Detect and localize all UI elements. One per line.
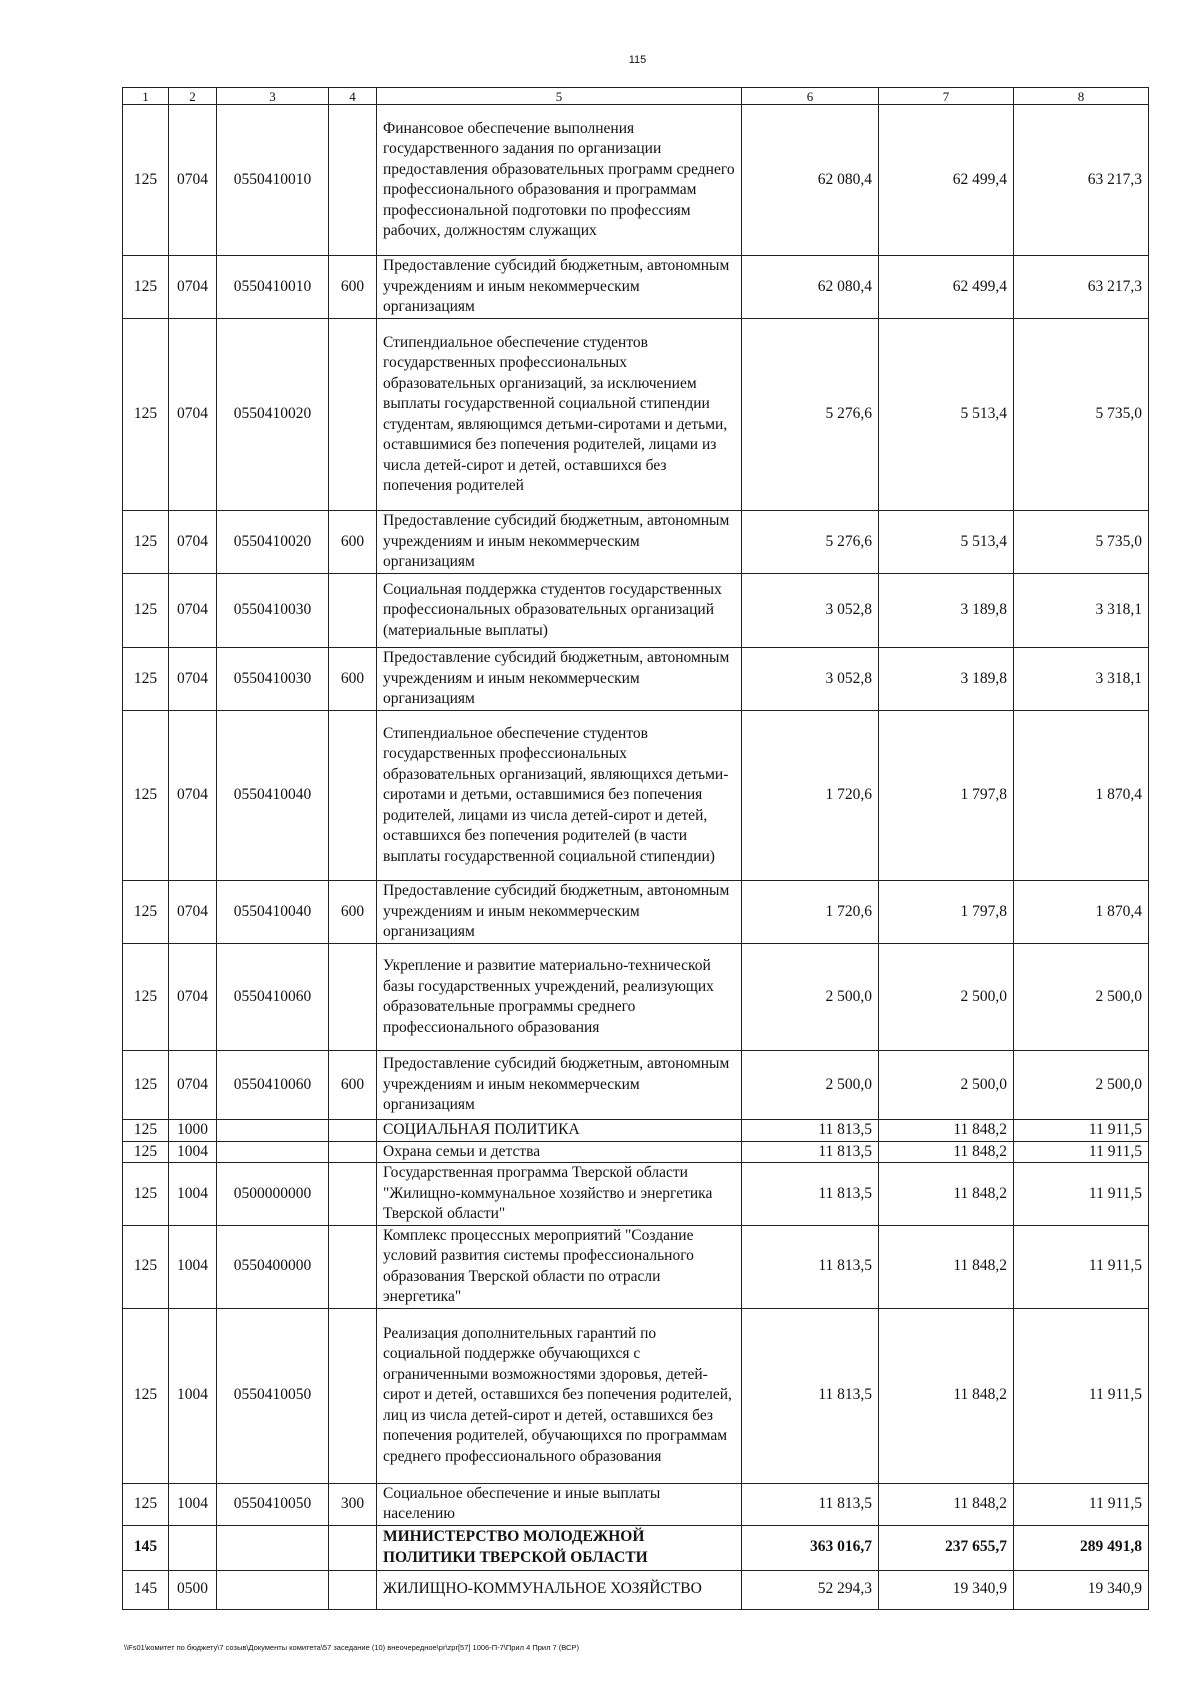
amount-year3-cell: 3 318,1 [1014,648,1149,711]
amount-year2-cell: 11 848,2 [879,1141,1014,1163]
amount-year3-cell: 5 735,0 [1014,319,1149,511]
expense-type-cell [329,574,377,648]
amount-year2-cell: 3 189,8 [879,574,1014,648]
description-cell: СОЦИАЛЬНАЯ ПОЛИТИКА [377,1120,742,1142]
table-row [123,1051,1149,1120]
section-code-cell: 0704 [169,105,217,256]
header-cell: 8 [1014,88,1149,105]
amount-year2-cell: 3 189,8 [879,648,1014,711]
table-row [123,511,1149,574]
budget-item-code-cell: 125 [123,574,169,648]
section-code-cell: 1004 [169,1483,217,1525]
amount-year3-cell: 5 735,0 [1014,511,1149,574]
budget-item-code-cell: 125 [123,711,169,881]
target-article-cell: 0550410030 [217,648,329,711]
target-article-cell: 0550410040 [217,711,329,881]
table-row [123,1483,1149,1525]
description-cell: Государственная программа Тверской области "Жилищно-коммунальное хозяйство и энергетика Тверской области" [377,1163,742,1226]
amount-year3-cell: 11 911,5 [1014,1483,1149,1525]
amount-year2-cell: 11 848,2 [879,1120,1014,1142]
description-cell: Предоставление субсидий бюджетным, автономным учреждениям и иным некоммерческим организациям [377,648,742,711]
expense-type-cell: 300 [329,1483,377,1525]
table-row [123,648,1149,711]
description-cell: Предоставление субсидий бюджетным, автономным учреждениям и иным некоммерческим организациям [377,1051,742,1120]
target-article-cell: 0550410020 [217,319,329,511]
description-cell: Комплекс процессных мероприятий "Создание условий развития системы профессионального образования Тверской области по отрасли энергетика" [377,1225,742,1308]
amount-year2-cell: 11 848,2 [879,1163,1014,1226]
expense-type-cell: 600 [329,881,377,944]
amount-year2-cell: 62 499,4 [879,256,1014,319]
section-code-cell: 1004 [169,1163,217,1226]
description-cell: Стипендиальное обеспечение студентов государственных профессиональных образовательных организаций, являющихся детьми-сиротами и детьми, оставшимися без попечения родителей, лицами из числа детей-сирот и детей, оставшихся без попечения родителей (в части выплаты государственной социальной стипендии) [377,711,742,881]
amount-year3-cell: 1 870,4 [1014,881,1149,944]
table-row [123,1141,1149,1163]
description-cell: Предоставление субсидий бюджетным, автономным учреждениям и иным некоммерческим организациям [377,511,742,574]
amount-year3-cell: 289 491,8 [1014,1525,1149,1570]
table-row [123,105,1149,256]
amount-year3-cell: 19 340,9 [1014,1570,1149,1609]
table-header-row [123,88,1149,105]
header-cell: 6 [742,88,879,105]
target-article-cell: 0550410010 [217,256,329,319]
header-cell: 2 [169,88,217,105]
amount-year1-cell: 2 500,0 [742,1051,879,1120]
budget-item-code-cell: 125 [123,1225,169,1308]
target-article-cell: 0550410030 [217,574,329,648]
amount-year2-cell: 11 848,2 [879,1308,1014,1483]
budget-item-code-cell: 125 [123,105,169,256]
amount-year1-cell: 3 052,8 [742,574,879,648]
expense-type-cell [329,319,377,511]
section-code-cell: 0704 [169,944,217,1051]
section-code-cell: 0704 [169,574,217,648]
amount-year1-cell: 11 813,5 [742,1163,879,1226]
amount-year2-cell: 62 499,4 [879,105,1014,256]
description-cell: МИНИСТЕРСТВО МОЛОДЕЖНОЙ ПОЛИТИКИ ТВЕРСКОЙ ОБЛАСТИ [377,1525,742,1570]
amount-year3-cell: 2 500,0 [1014,944,1149,1051]
amount-year2-cell: 5 513,4 [879,511,1014,574]
amount-year2-cell: 2 500,0 [879,1051,1014,1120]
amount-year3-cell: 11 911,5 [1014,1225,1149,1308]
amount-year3-cell: 2 500,0 [1014,1051,1149,1120]
amount-year1-cell: 1 720,6 [742,711,879,881]
table-row [123,711,1149,881]
section-code-cell: 1000 [169,1120,217,1142]
section-code-cell: 0704 [169,256,217,319]
target-article-cell: 0500000000 [217,1163,329,1226]
target-article-cell: 0550410050 [217,1483,329,1525]
amount-year1-cell: 11 813,5 [742,1141,879,1163]
target-article-cell [217,1570,329,1609]
budget-item-code-cell: 125 [123,1141,169,1163]
expense-type-cell [329,711,377,881]
budget-item-code-cell: 125 [123,511,169,574]
section-code-cell: 0500 [169,1570,217,1609]
amount-year2-cell: 2 500,0 [879,944,1014,1051]
target-article-cell: 0550400000 [217,1225,329,1308]
expense-type-cell [329,1120,377,1142]
target-article-cell [217,1141,329,1163]
target-article-cell [217,1120,329,1142]
expense-type-cell [329,1225,377,1308]
budget-item-code-cell: 145 [123,1525,169,1570]
file-path-footer: \\Fs01\комитет по бюджету\7 созыв\Документы комитета\57 заседание (10) внеочередное\pr\zpr[57] 1006-П-7\Прил 4 Прил 7 (ВСР) [124,1643,579,1652]
budget-item-code-cell: 125 [123,256,169,319]
expense-type-cell [329,1570,377,1609]
header-cell: 4 [329,88,377,105]
target-article-cell: 0550410040 [217,881,329,944]
description-cell: Реализация дополнительных гарантий по социальной поддержке обучающихся с ограниченными возможностями здоровья, детей-сирот и детей, оставшихся без попечения родителей, лиц из числа детей-сирот и детей, оставшихся без попечения родителей, обучающихся по программам среднего профессионального образования [377,1308,742,1483]
section-code-cell: 1004 [169,1141,217,1163]
amount-year1-cell: 2 500,0 [742,944,879,1051]
table-row [123,1525,1149,1570]
table-row [123,574,1149,648]
amount-year2-cell: 11 848,2 [879,1483,1014,1525]
table-row [123,1570,1149,1609]
expense-type-cell [329,105,377,256]
amount-year3-cell: 63 217,3 [1014,256,1149,319]
table-row [123,256,1149,319]
amount-year1-cell: 3 052,8 [742,648,879,711]
budget-item-code-cell: 145 [123,1570,169,1609]
expense-type-cell: 600 [329,1051,377,1120]
target-article-cell: 0550410020 [217,511,329,574]
amount-year3-cell: 11 911,5 [1014,1141,1149,1163]
amount-year3-cell: 3 318,1 [1014,574,1149,648]
expense-type-cell: 600 [329,511,377,574]
header-cell: 3 [217,88,329,105]
amount-year3-cell: 1 870,4 [1014,711,1149,881]
target-article-cell: 0550410060 [217,1051,329,1120]
page-number: 115 [628,54,647,66]
amount-year2-cell: 237 655,7 [879,1525,1014,1570]
amount-year1-cell: 11 813,5 [742,1483,879,1525]
amount-year2-cell: 1 797,8 [879,711,1014,881]
section-code-cell: 1004 [169,1308,217,1483]
amount-year1-cell: 363 016,7 [742,1525,879,1570]
table-row [123,944,1149,1051]
table-row [123,1308,1149,1483]
description-cell: Стипендиальное обеспечение студентов государственных профессиональных образовательных организаций, за исключением выплаты государственной социальной стипендии студентам, являющимся детьми-сиротами и детьми, оставшимися без попечения родителей, лицами из числа детей-сирот и детей, оставшихся без попечения родителей [377,319,742,511]
amount-year1-cell: 11 813,5 [742,1225,879,1308]
section-code-cell: 0704 [169,511,217,574]
budget-item-code-cell: 125 [123,881,169,944]
expense-type-cell: 600 [329,648,377,711]
amount-year1-cell: 62 080,4 [742,105,879,256]
amount-year2-cell: 5 513,4 [879,319,1014,511]
section-code-cell [169,1525,217,1570]
expense-type-cell [329,944,377,1051]
section-code-cell: 1004 [169,1225,217,1308]
amount-year2-cell: 11 848,2 [879,1225,1014,1308]
amount-year1-cell: 11 813,5 [742,1120,879,1142]
amount-year3-cell: 63 217,3 [1014,105,1149,256]
budget-item-code-cell: 125 [123,319,169,511]
budget-table [122,87,1149,1610]
description-cell: Финансовое обеспечение выполнения государственного задания по организации предоставления образовательных программ среднего профессионального образования и программам профессиональной подготовки по профессиям рабочих, должностям служащих [377,105,742,256]
budget-item-code-cell: 125 [123,1051,169,1120]
amount-year2-cell: 19 340,9 [879,1570,1014,1609]
amount-year1-cell: 52 294,3 [742,1570,879,1609]
header-cell: 7 [879,88,1014,105]
target-article-cell: 0550410060 [217,944,329,1051]
target-article-cell: 0550410050 [217,1308,329,1483]
table-row [123,1120,1149,1142]
table-row [123,881,1149,944]
budget-item-code-cell: 125 [123,1163,169,1226]
table-row [123,1225,1149,1308]
description-cell: Укрепление и развитие материально-технической базы государственных учреждений, реализующих образовательные программы среднего профессионального образования [377,944,742,1051]
expense-type-cell: 600 [329,256,377,319]
table-row [123,1163,1149,1226]
description-cell: Социальное обеспечение и иные выплаты населению [377,1483,742,1525]
section-code-cell: 0704 [169,1051,217,1120]
amount-year3-cell: 11 911,5 [1014,1120,1149,1142]
amount-year2-cell: 1 797,8 [879,881,1014,944]
budget-item-code-cell: 125 [123,1483,169,1525]
expense-type-cell [329,1525,377,1570]
target-article-cell [217,1525,329,1570]
amount-year1-cell: 5 276,6 [742,511,879,574]
target-article-cell: 0550410010 [217,105,329,256]
amount-year1-cell: 11 813,5 [742,1308,879,1483]
expense-type-cell [329,1141,377,1163]
amount-year3-cell: 11 911,5 [1014,1308,1149,1483]
description-cell: Социальная поддержка студентов государственных профессиональных образовательных организаций (материальные выплаты) [377,574,742,648]
budget-item-code-cell: 125 [123,1308,169,1483]
section-code-cell: 0704 [169,648,217,711]
expense-type-cell [329,1163,377,1226]
budget-item-code-cell: 125 [123,944,169,1051]
table-row [123,319,1149,511]
budget-item-code-cell: 125 [123,1120,169,1142]
amount-year1-cell: 62 080,4 [742,256,879,319]
description-cell: ЖИЛИЩНО-КОММУНАЛЬНОЕ ХОЗЯЙСТВО [377,1570,742,1609]
expense-type-cell [329,1308,377,1483]
amount-year1-cell: 5 276,6 [742,319,879,511]
amount-year3-cell: 11 911,5 [1014,1163,1149,1226]
amount-year1-cell: 1 720,6 [742,881,879,944]
section-code-cell: 0704 [169,881,217,944]
description-cell: Предоставление субсидий бюджетным, автономным учреждениям и иным некоммерческим организациям [377,881,742,944]
header-cell: 1 [123,88,169,105]
description-cell: Охрана семьи и детства [377,1141,742,1163]
header-cell: 5 [377,88,742,105]
section-code-cell: 0704 [169,319,217,511]
section-code-cell: 0704 [169,711,217,881]
budget-item-code-cell: 125 [123,648,169,711]
description-cell: Предоставление субсидий бюджетным, автономным учреждениям и иным некоммерческим организациям [377,256,742,319]
